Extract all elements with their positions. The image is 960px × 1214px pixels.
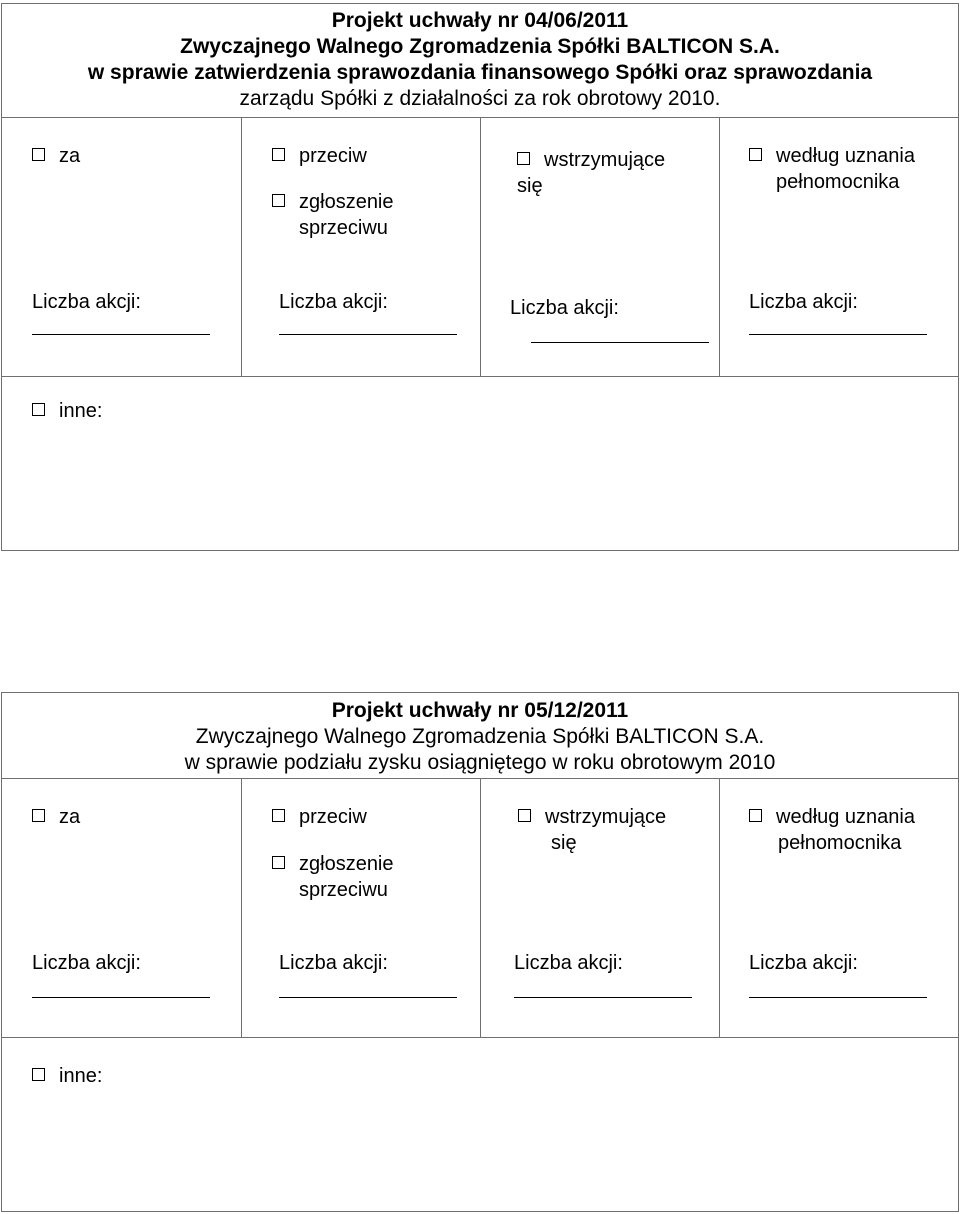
abstain-checkbox[interactable] [517, 152, 530, 165]
vote-for-label: za [59, 806, 81, 828]
objection-label-1: zgłoszenie [299, 191, 394, 213]
resolution-subject: w sprawie podziału zysku osiągniętego w roku obrotowym 2010 [184, 751, 776, 774]
shares-label-against: Liczba akcji: [279, 952, 388, 974]
objection-label-1: zgłoszenie [299, 853, 394, 875]
discretion-checkbox[interactable] [749, 809, 762, 822]
vote-for-checkbox[interactable] [32, 148, 45, 161]
objection-label-2: sprzeciwu [299, 879, 388, 901]
discretion-label-1: według uznania [776, 806, 915, 828]
objection-checkbox[interactable] [272, 856, 285, 869]
shares-label-for: Liczba akcji: [32, 952, 141, 974]
objection-checkbox[interactable] [272, 194, 285, 207]
shares-label-discretion: Liczba akcji: [749, 291, 858, 313]
other-label: inne: [59, 1065, 103, 1087]
other-option[interactable] [32, 399, 102, 423]
vote-against-cell [242, 779, 481, 1037]
shares-field-discretion[interactable] [749, 334, 927, 335]
other-row [2, 1037, 958, 1211]
vote-against-option[interactable] [272, 805, 367, 829]
resolution-number: Projekt uchwały nr 05/12/2011 [331, 699, 629, 722]
shares-label-abstain: Liczba akcji: [510, 297, 619, 319]
shares-field-discretion[interactable] [749, 997, 927, 998]
resolution-title [2, 4, 958, 118]
vote-against-checkbox[interactable] [272, 148, 285, 161]
vote-against-checkbox[interactable] [272, 809, 285, 822]
abstain-label-2: się [517, 175, 543, 197]
shares-field-against[interactable] [279, 334, 457, 335]
vote-options-row [2, 118, 958, 376]
discretion-option[interactable] [749, 144, 915, 168]
abstain-label-2: się [551, 832, 577, 854]
other-option[interactable] [32, 1064, 102, 1088]
other-checkbox[interactable] [32, 403, 45, 416]
discretion-label-2: pełnomocnika [776, 171, 900, 193]
resolution-number: Projekt uchwały nr 04/06/2011 [331, 9, 629, 32]
discretion-checkbox[interactable] [749, 148, 762, 161]
discretion-cell [720, 779, 958, 1037]
shares-field-abstain[interactable] [514, 997, 692, 998]
shares-field-against[interactable] [279, 997, 457, 998]
vote-options-row [2, 779, 958, 1037]
resolution-block-1 [1, 3, 959, 551]
vote-for-option[interactable] [32, 805, 80, 829]
abstain-option[interactable] [518, 805, 666, 829]
vote-for-cell [2, 779, 242, 1037]
shares-label-against: Liczba akcji: [279, 291, 388, 313]
abstain-option[interactable] [517, 148, 665, 172]
other-row [2, 376, 958, 550]
abstain-label-1: wstrzymujące [545, 806, 667, 828]
resolution-subject: w sprawie zatwierdzenia sprawozdania finansowego Spółki oraz sprawozdania [87, 61, 873, 84]
abstain-cell [481, 118, 720, 376]
shares-label-discretion: Liczba akcji: [749, 952, 858, 974]
abstain-checkbox[interactable] [518, 809, 531, 822]
discretion-label-1: według uznania [776, 145, 915, 167]
other-label: inne: [59, 400, 103, 422]
shares-field-abstain[interactable] [531, 342, 709, 343]
assembly-name: Zwyczajnego Walnego Zgromadzenia Spółki BALTICON S.A. [180, 35, 780, 58]
abstain-label-1: wstrzymujące [544, 149, 666, 171]
resolution-block-2 [1, 692, 959, 1212]
shares-field-for[interactable] [32, 334, 210, 335]
vote-against-cell [242, 118, 481, 376]
discretion-label-2: pełnomocnika [778, 832, 902, 854]
vote-against-option[interactable] [272, 144, 367, 168]
vote-against-label: przeciw [299, 145, 367, 167]
vote-against-label: przeciw [299, 806, 367, 828]
resolution-title [2, 693, 958, 779]
other-checkbox[interactable] [32, 1068, 45, 1081]
shares-field-for[interactable] [32, 997, 210, 998]
objection-option[interactable] [272, 190, 394, 214]
objection-option[interactable] [272, 852, 394, 876]
vote-for-label: za [59, 145, 81, 167]
abstain-cell [481, 779, 720, 1037]
discretion-option[interactable] [749, 805, 915, 829]
assembly-name: Zwyczajnego Walnego Zgromadzenia Spółki BALTICON S.A. [195, 725, 765, 748]
discretion-cell [720, 118, 958, 376]
shares-label-for: Liczba akcji: [32, 291, 141, 313]
vote-for-checkbox[interactable] [32, 809, 45, 822]
resolution-subject-cont: zarządu Spółki z działalności za rok obrotowy 2010. [239, 87, 721, 110]
vote-for-cell [2, 118, 242, 376]
vote-for-option[interactable] [32, 144, 80, 168]
shares-label-abstain: Liczba akcji: [514, 952, 623, 974]
objection-label-2: sprzeciwu [299, 217, 388, 239]
